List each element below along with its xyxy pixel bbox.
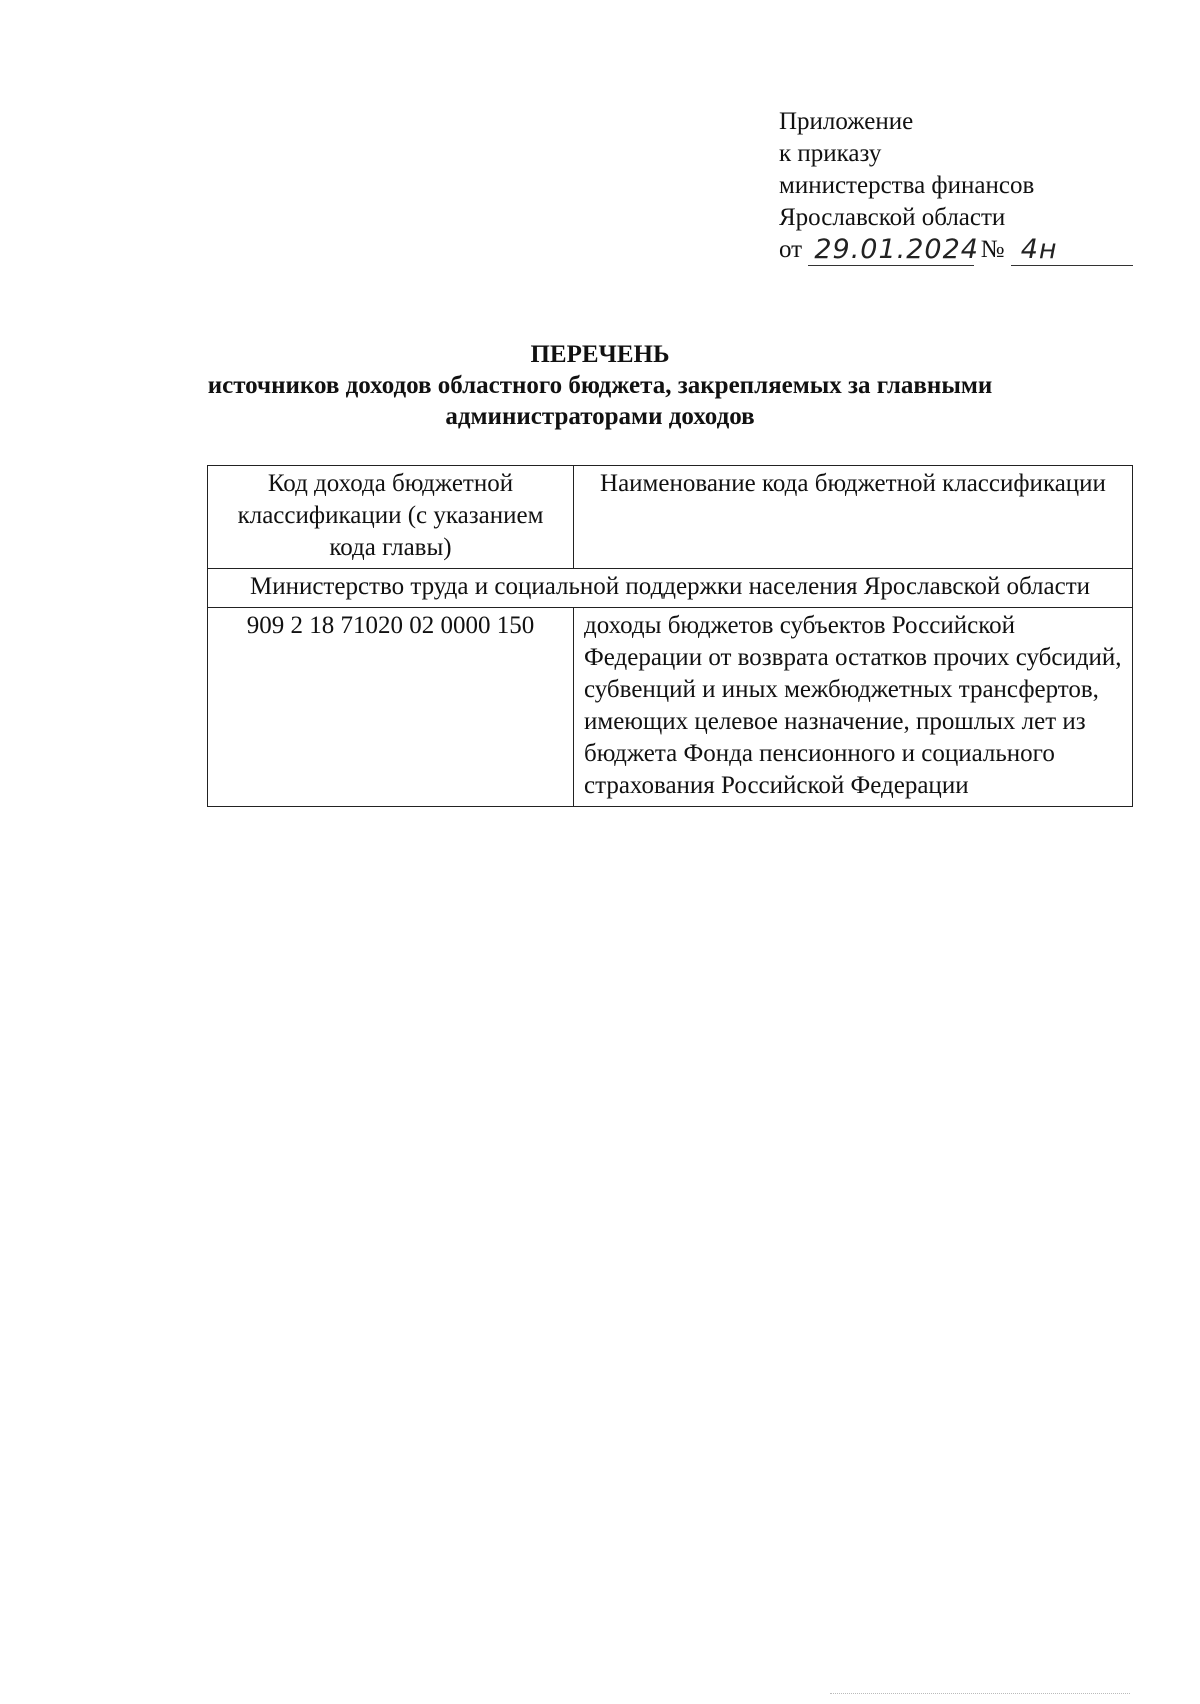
- document-title: [0, 339, 1200, 432]
- title-subtitle-line1: источников доходов областного бюджета, закрепляемых за главными: [207, 372, 993, 399]
- income-description-cell: доходы бюджетов субъектов Российской Федерации от возврата остатков прочих субсидий, субвенций и иных межбюджетных трансфертов, имеющих целевое назначение, прошлых лет из бюджета Фонда пенсионного и социального страхования Российской Федерации: [574, 608, 1133, 807]
- group-name: Министерство труда и социальной поддержки населения Ярославской области: [208, 569, 1133, 608]
- table-row: [208, 608, 1133, 807]
- income-code-cell: 909 2 18 71020 02 0000 150: [208, 608, 574, 807]
- appendix-order-ref: к приказу: [779, 140, 882, 167]
- number-field: [1011, 234, 1133, 266]
- income-sources-table: [207, 465, 1133, 807]
- appendix-region: Ярославской области: [779, 204, 1006, 231]
- title-subtitle-line2: администраторами доходов: [445, 403, 755, 430]
- date-prefix: от: [779, 236, 803, 263]
- date-field: [808, 234, 979, 266]
- header-name: Наименование кода бюджетной классификации: [574, 466, 1133, 569]
- scan-artifact: [830, 1693, 1130, 1696]
- number-label: №: [980, 236, 1005, 263]
- header-code: Код дохода бюджетной классификации (с указанием кода главы): [208, 466, 574, 569]
- handwritten-number: 4н: [1020, 234, 1058, 265]
- appendix-date-line: [779, 234, 1139, 266]
- table-group-row: [208, 569, 1133, 608]
- table-header-row: [208, 466, 1133, 569]
- title-heading: ПЕРЕЧЕНЬ: [530, 341, 670, 368]
- handwritten-date: 29.01.2024: [814, 234, 979, 265]
- appendix-title: Приложение: [779, 108, 914, 135]
- appendix-ministry: министерства финансов: [779, 172, 1035, 199]
- appendix-block: [779, 106, 1139, 266]
